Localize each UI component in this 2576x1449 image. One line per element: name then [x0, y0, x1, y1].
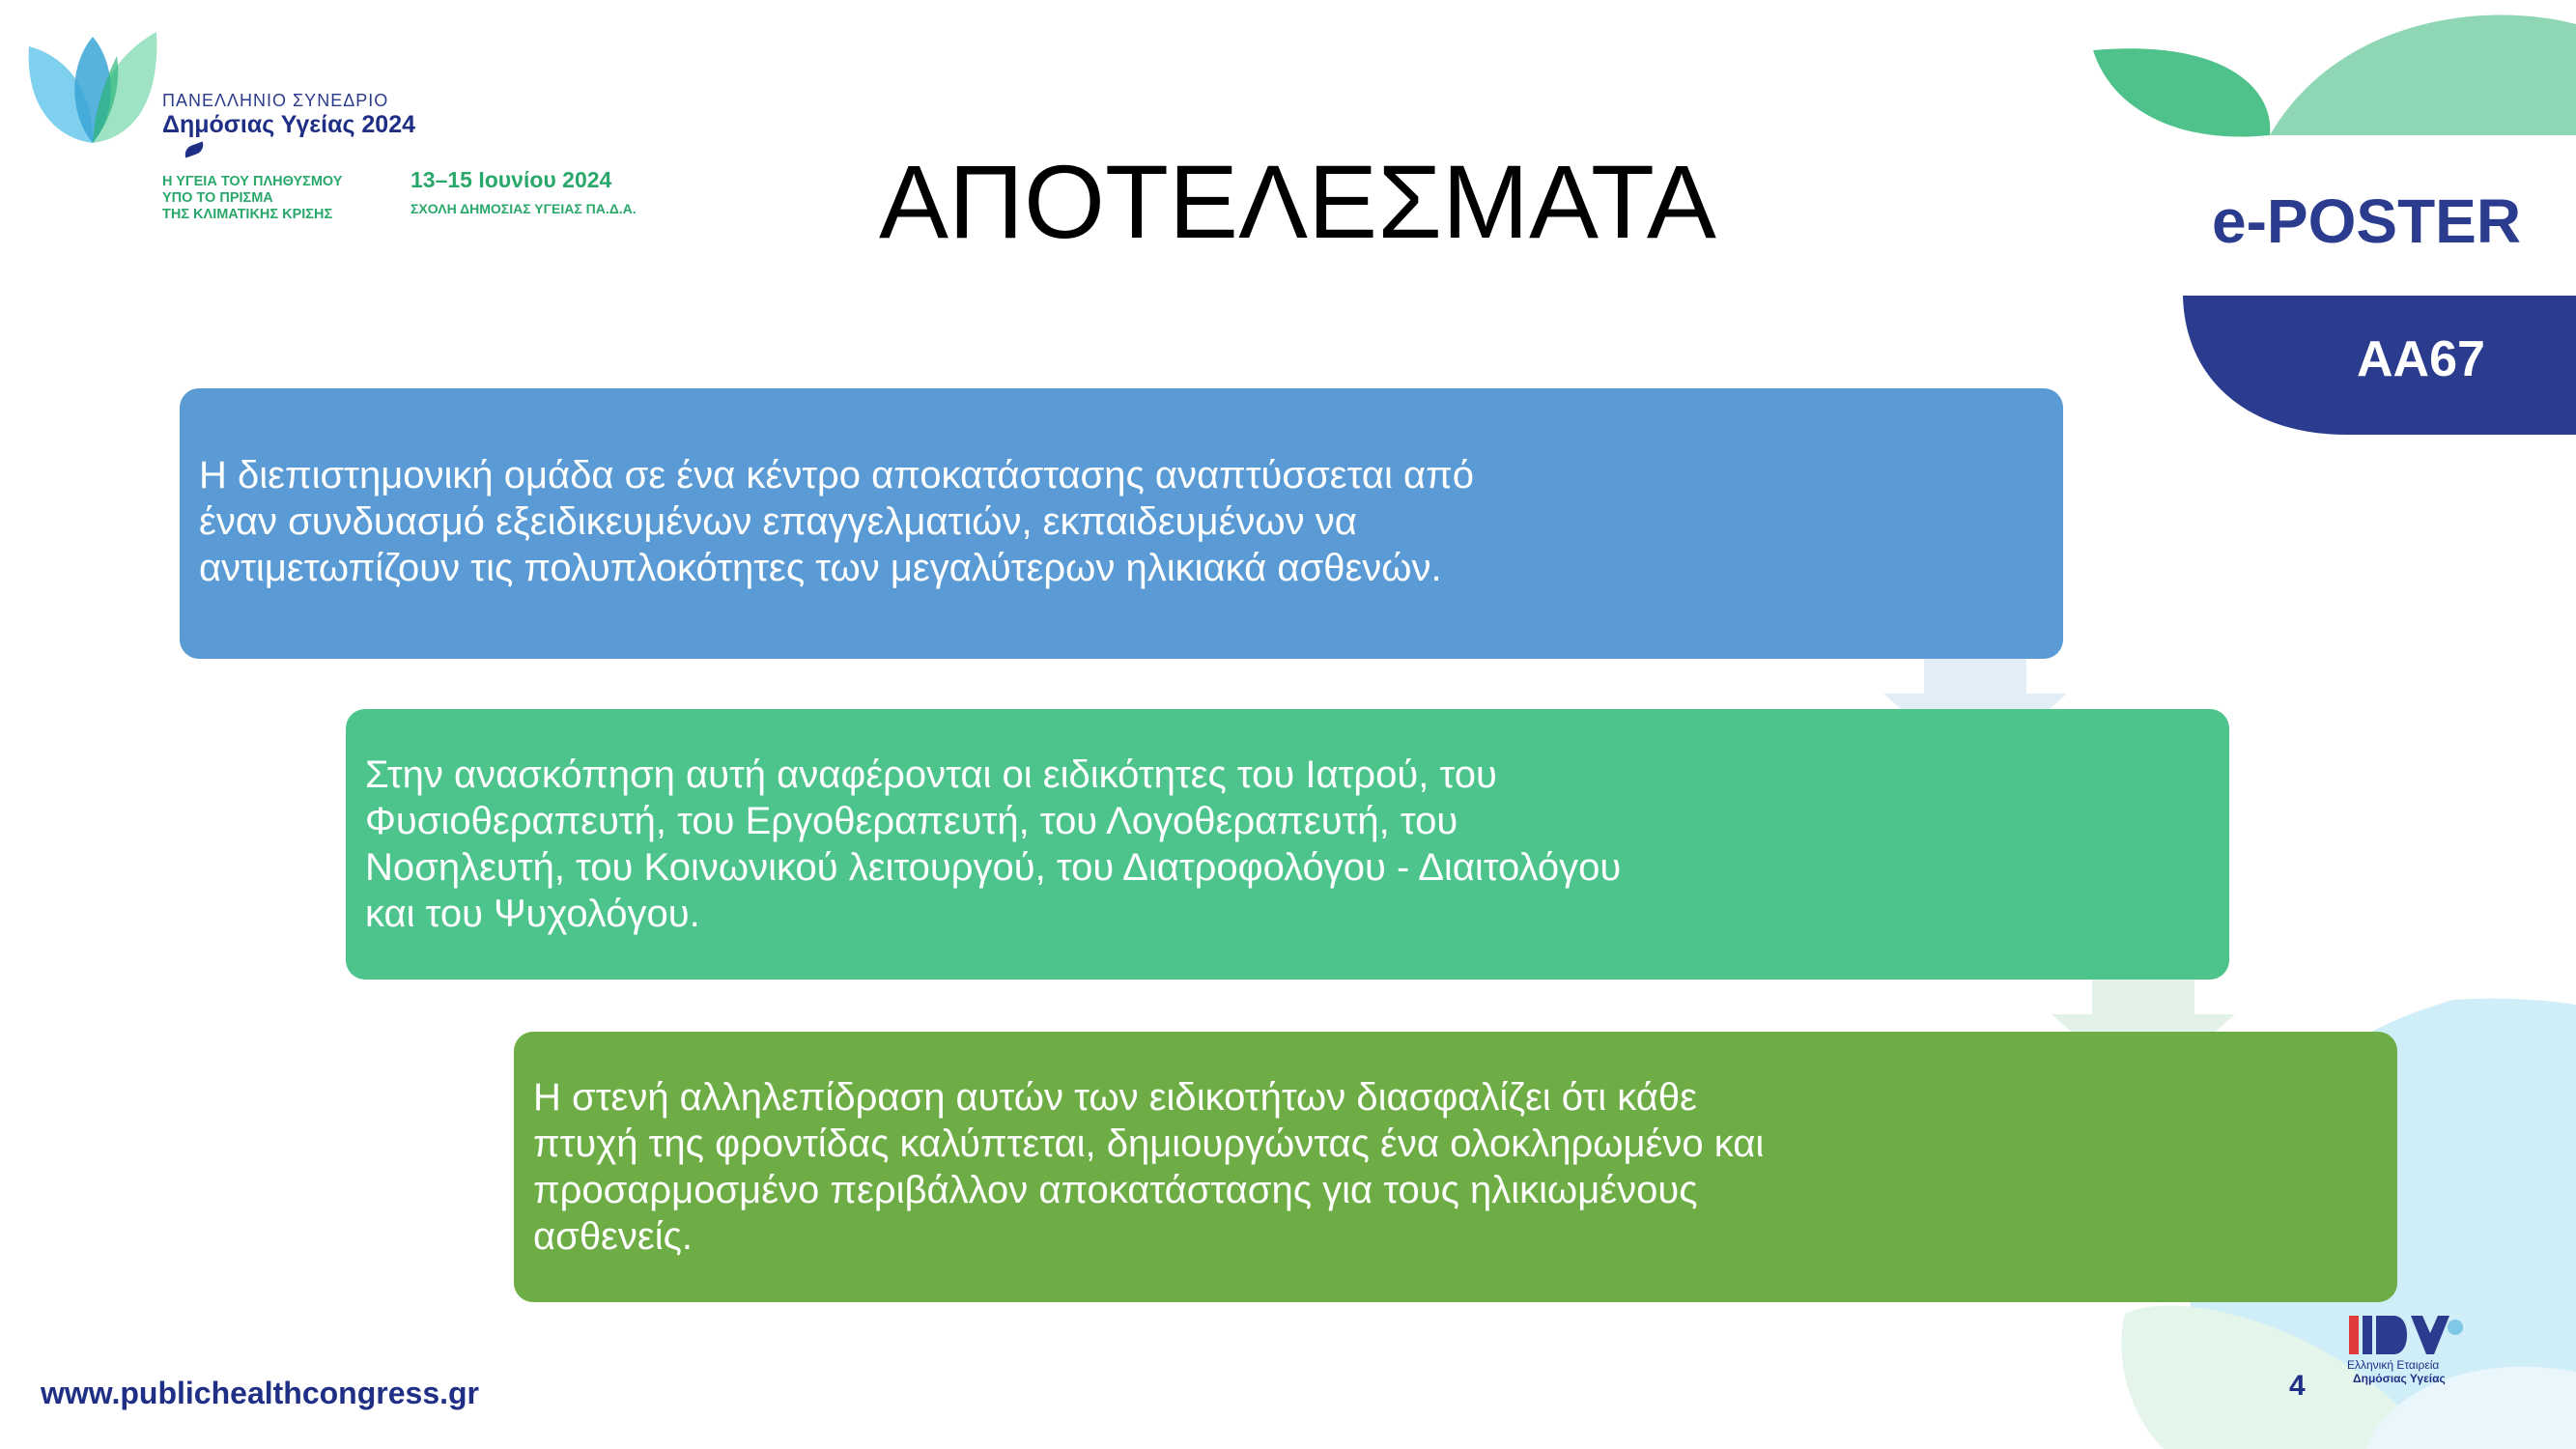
poster-code: ΑΑ67 — [2357, 331, 2485, 387]
congress-school: ΣΧΟΛΗ ΔΗΜΟΣΙΑΣ ΥΓΕΙΑΣ ΠΑ.Δ.Α. — [410, 201, 637, 216]
page-number: 4 — [2289, 1370, 2306, 1402]
step-box-1: Η διεπιστημονική ομάδα σε ένα κέντρο αποκατάστασης αναπτύσσεται από έναν συνδυασμό εξειδικευμένων επαγγελματιών, εκπαιδευμένων να αντιμετωπίζουν τις πολυπλοκότητες των μεγαλύτερων ηλικιακά ασθενών. — [180, 388, 2063, 659]
society-name-line2: Δημόσιας Υγείας — [2353, 1372, 2446, 1385]
website-link[interactable]: www.publichealthcongress.gr — [41, 1376, 479, 1410]
congress-date: 13–15 Ιουνίου 2024 — [410, 167, 612, 192]
congress-name-line2: Δημόσιας Υγείας 2024 — [162, 111, 416, 138]
step-box-2: Στην ανασκόπηση αυτή αναφέρονται οι ειδικότητες του Ιατρού, του Φυσιοθεραπευτή, του Εργοθεραπευτή, του Λογοθεραπευτή, του Νοσηλευτή, του Κοινωνικού λειτουργού, του Διατροφολόγου - Διαιτολόγου και του Ψυχολόγου. — [346, 709, 2229, 980]
congress-name-line1: ΠΑΝΕΛΛΗΝΙΟ ΣΥΝΕΔΡΙΟ — [162, 91, 389, 110]
congress-theme: Η ΥΓΕΙΑ ΤΟΥ ΠΛΗΘΥΣΜΟΥ ΥΠΟ ΤΟ ΠΡΙΣΜΑ ΤΗΣ ΚΛΙΜΑΤΙΚΗΣ ΚΡΙΣΗΣ — [162, 174, 343, 222]
society-name-line1: Ελληνική Εταιρεία — [2347, 1358, 2440, 1372]
eposter-label: e-POSTER — [2212, 186, 2522, 256]
slide-title: ΑΠΟΤΕΛΕΣΜΑΤΑ — [879, 143, 1716, 260]
leaf-logo-icon — [25, 27, 160, 153]
step-box-3: Η στενή αλληλεπίδραση αυτών των ειδικοτήτων διασφαλίζει ότι κάθε πτυχή της φροντίδας καλύπτεται, δημιουργώντας ένα ολοκληρωμένο και προσαρμοσμένο περιβάλλον αποκατάστασης για τους ηλικιωμένους ασθενείς. — [514, 1032, 2397, 1302]
